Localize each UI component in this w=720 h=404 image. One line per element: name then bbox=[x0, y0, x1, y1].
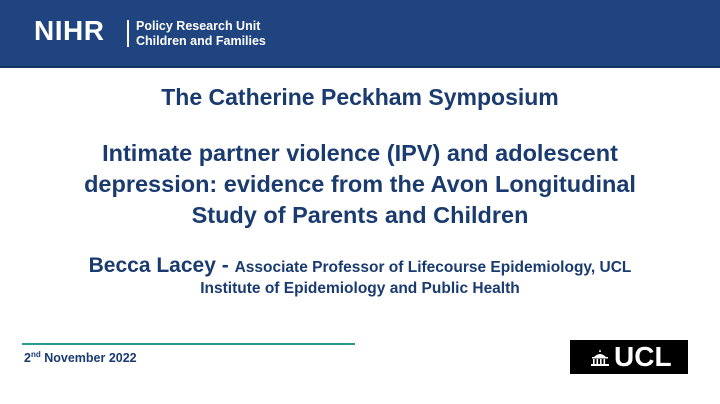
portico-icon bbox=[590, 349, 610, 366]
talk-title-line-3: Study of Parents and Children bbox=[191, 202, 529, 228]
speaker-role: Associate Professor of Lifecourse Epidemiology, UCL bbox=[234, 259, 632, 276]
talk-title-line-2: depression: evidence from the Avon Longitudinal bbox=[84, 171, 636, 197]
speaker-separator: - bbox=[215, 254, 235, 277]
speaker-name: Becca Lacey bbox=[88, 254, 216, 277]
unit-line-2: Children and Families bbox=[136, 34, 266, 48]
ucl-logo bbox=[570, 340, 688, 374]
date-day: 2 bbox=[24, 351, 31, 366]
presentation-date bbox=[24, 350, 137, 365]
talk-title-line-1: Intimate partner violence (IPV) and adolescent bbox=[102, 140, 618, 166]
talk-title bbox=[0, 138, 720, 231]
date-month-year: November 2022 bbox=[40, 351, 137, 366]
footer-rule bbox=[22, 343, 355, 345]
header-banner bbox=[0, 0, 720, 66]
nihr-logo: NIHR bbox=[34, 15, 105, 46]
unit-name bbox=[136, 19, 266, 49]
symposium-title: The Catherine Peckham Symposium bbox=[161, 84, 559, 110]
date-suffix: nd bbox=[30, 350, 41, 359]
unit-line-1: Policy Research Unit bbox=[136, 19, 261, 33]
banner-divider bbox=[0, 66, 720, 68]
speaker-line bbox=[0, 253, 720, 280]
speaker-affiliation: Institute of Epidemiology and Public Health bbox=[200, 280, 520, 297]
ucl-logo-text: UCL bbox=[614, 341, 672, 372]
logo-divider bbox=[127, 20, 129, 47]
